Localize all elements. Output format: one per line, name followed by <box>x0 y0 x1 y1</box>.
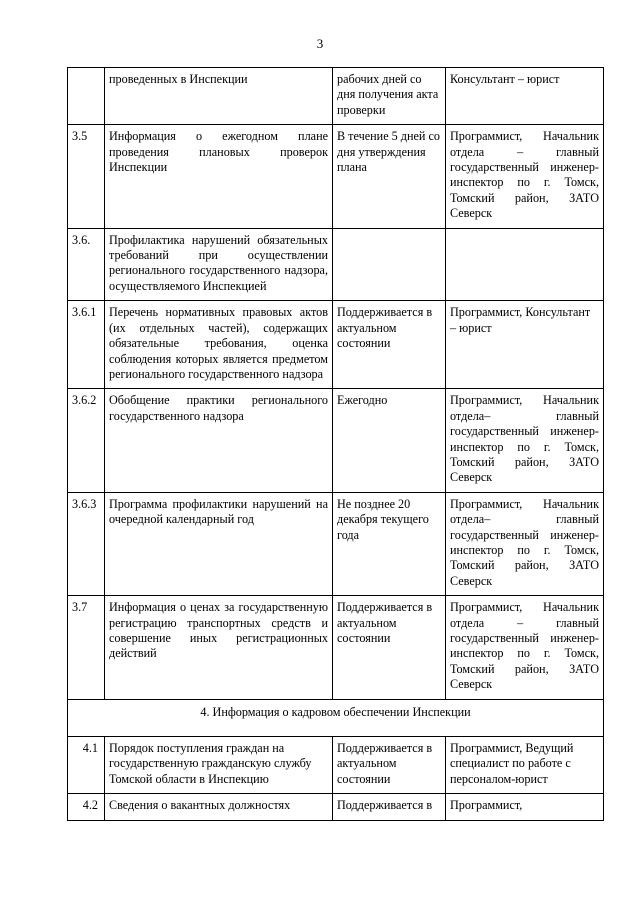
responsible-cell: Программист, Начальник отдела – главный государственный инженер-инспектор по г. Томск, Томский район, ЗАТО Северск <box>446 596 604 699</box>
info-cell: Перечень нормативных правовых актов (их отдельных частей), содержащих обязательные требования, оценка соблюдения которых является предметом регионального государственного надзора <box>105 301 333 389</box>
table-row <box>68 228 604 301</box>
responsible-cell: Программист, Начальник отдела – главный государственный инженер-инспектор по г. Томск, Томский район, ЗАТО Северск <box>446 125 604 228</box>
responsible-cell <box>446 228 604 301</box>
section-spacer <box>72 720 599 730</box>
section-heading-row <box>68 699 604 736</box>
responsible-cell: Программист, Ведущий специалист по работе с персоналом-юрист <box>446 737 604 794</box>
term-cell: Поддерживается в актуальном состоянии <box>333 596 446 699</box>
row-number: 3.6.1 <box>68 301 105 389</box>
info-cell: Обобщение практики регионального государственного надзора <box>105 389 333 492</box>
row-number: 3.7 <box>68 596 105 699</box>
table-row <box>68 68 604 125</box>
table-row <box>68 737 604 794</box>
info-cell: Порядок поступления граждан на государственную гражданскую службу Томской области в Инспекцию <box>105 737 333 794</box>
term-cell <box>333 228 446 301</box>
info-cell: Профилактика нарушений обязательных требований при осуществлении регионального государственного надзора, осуществляемого Инспекцией <box>105 228 333 301</box>
table-row <box>68 125 604 228</box>
table-row <box>68 389 604 492</box>
info-cell: Сведения о вакантных должностях <box>105 794 333 820</box>
table-row <box>68 596 604 699</box>
term-cell: Ежегодно <box>333 389 446 492</box>
row-number: 3.6.3 <box>68 492 105 595</box>
term-cell: В течение 5 дней со дня утверждения плана <box>333 125 446 228</box>
row-number <box>68 68 105 125</box>
responsible-cell: Программист, Начальник отдела– главный государственный инженер-инспектор по г. Томск, Томский район, ЗАТО Северск <box>446 492 604 595</box>
row-number: 4.2 <box>68 794 105 820</box>
row-number: 4.1 <box>68 737 105 794</box>
info-cell: Информация о ежегодном плане проведения плановых проверок Инспекции <box>105 125 333 228</box>
table-row <box>68 301 604 389</box>
responsible-cell: Программист, Консультант – юрист <box>446 301 604 389</box>
table-row <box>68 794 604 820</box>
information-table <box>67 67 604 821</box>
term-cell: Поддерживается в актуальном состоянии <box>333 737 446 794</box>
term-cell: Поддерживается в актуальном состоянии <box>333 301 446 389</box>
info-cell: Информация о ценах за государственную регистрацию транспортных средств и совершение иных регистрационных действий <box>105 596 333 699</box>
responsible-cell: Консультант – юрист <box>446 68 604 125</box>
row-number: 3.6. <box>68 228 105 301</box>
page-number: 3 <box>316 36 324 51</box>
section-title-text: 4. Информация о кадровом обеспечении Инспекции <box>200 704 471 719</box>
info-cell: проведенных в Инспекции <box>105 68 333 125</box>
responsible-cell: Программист, <box>446 794 604 820</box>
responsible-cell: Программист, Начальник отдела– главный государственный инженер-инспектор по г. Томск, Томский район, ЗАТО Северск <box>446 389 604 492</box>
info-cell: Программа профилактики нарушений на очередной календарный год <box>105 492 333 595</box>
term-cell: Не позднее 20 декабря текущего года <box>333 492 446 595</box>
section-title <box>68 699 604 736</box>
table-row <box>68 492 604 595</box>
term-cell: Поддерживается в <box>333 794 446 820</box>
row-number: 3.6.2 <box>68 389 105 492</box>
term-cell: рабочих дней со дня получения акта проверки <box>333 68 446 125</box>
row-number: 3.5 <box>68 125 105 228</box>
